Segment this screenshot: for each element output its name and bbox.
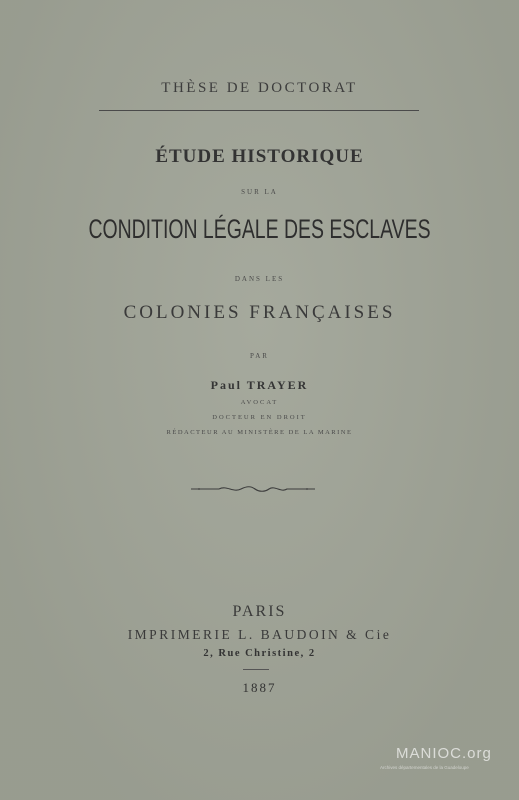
publication-year: 1887 bbox=[242, 680, 277, 695]
author-title-redacteur: RÉDACTEUR AU MINISTÈRE DE LA MARINE bbox=[166, 429, 353, 436]
main-title: CONDITION LÉGALE DES ESCLAVES bbox=[88, 214, 431, 244]
author-name: Paul TRAYER bbox=[210, 378, 309, 392]
connector-dans-les: DANS LES bbox=[234, 275, 285, 283]
publisher-address: 2, Rue Christine, 2 bbox=[203, 648, 316, 659]
header-divider bbox=[99, 110, 419, 111]
by-label: PAR bbox=[250, 352, 269, 360]
year-divider bbox=[243, 669, 269, 670]
author-title-docteur: DOCTEUR EN DROIT bbox=[212, 414, 307, 421]
ornament-flourish bbox=[189, 482, 317, 496]
connector-sur-la: SUR LA bbox=[241, 188, 278, 196]
publisher-name: IMPRIMERIE L. BAUDOIN & Cie bbox=[127, 627, 392, 642]
author-title-avocat: AVOCAT bbox=[240, 399, 279, 406]
watermark-subtitle: Archives départementales de la Guadeloupe bbox=[380, 765, 469, 770]
title-line-3: COLONIES FRANÇAISES bbox=[123, 302, 396, 323]
publisher-city: PARIS bbox=[232, 603, 287, 620]
title-line-1: ÉTUDE HISTORIQUE bbox=[155, 146, 364, 167]
manioc-watermark: MANIOC.org bbox=[396, 745, 492, 762]
thesis-header: THÈSE DE DOCTORAT bbox=[161, 80, 358, 96]
